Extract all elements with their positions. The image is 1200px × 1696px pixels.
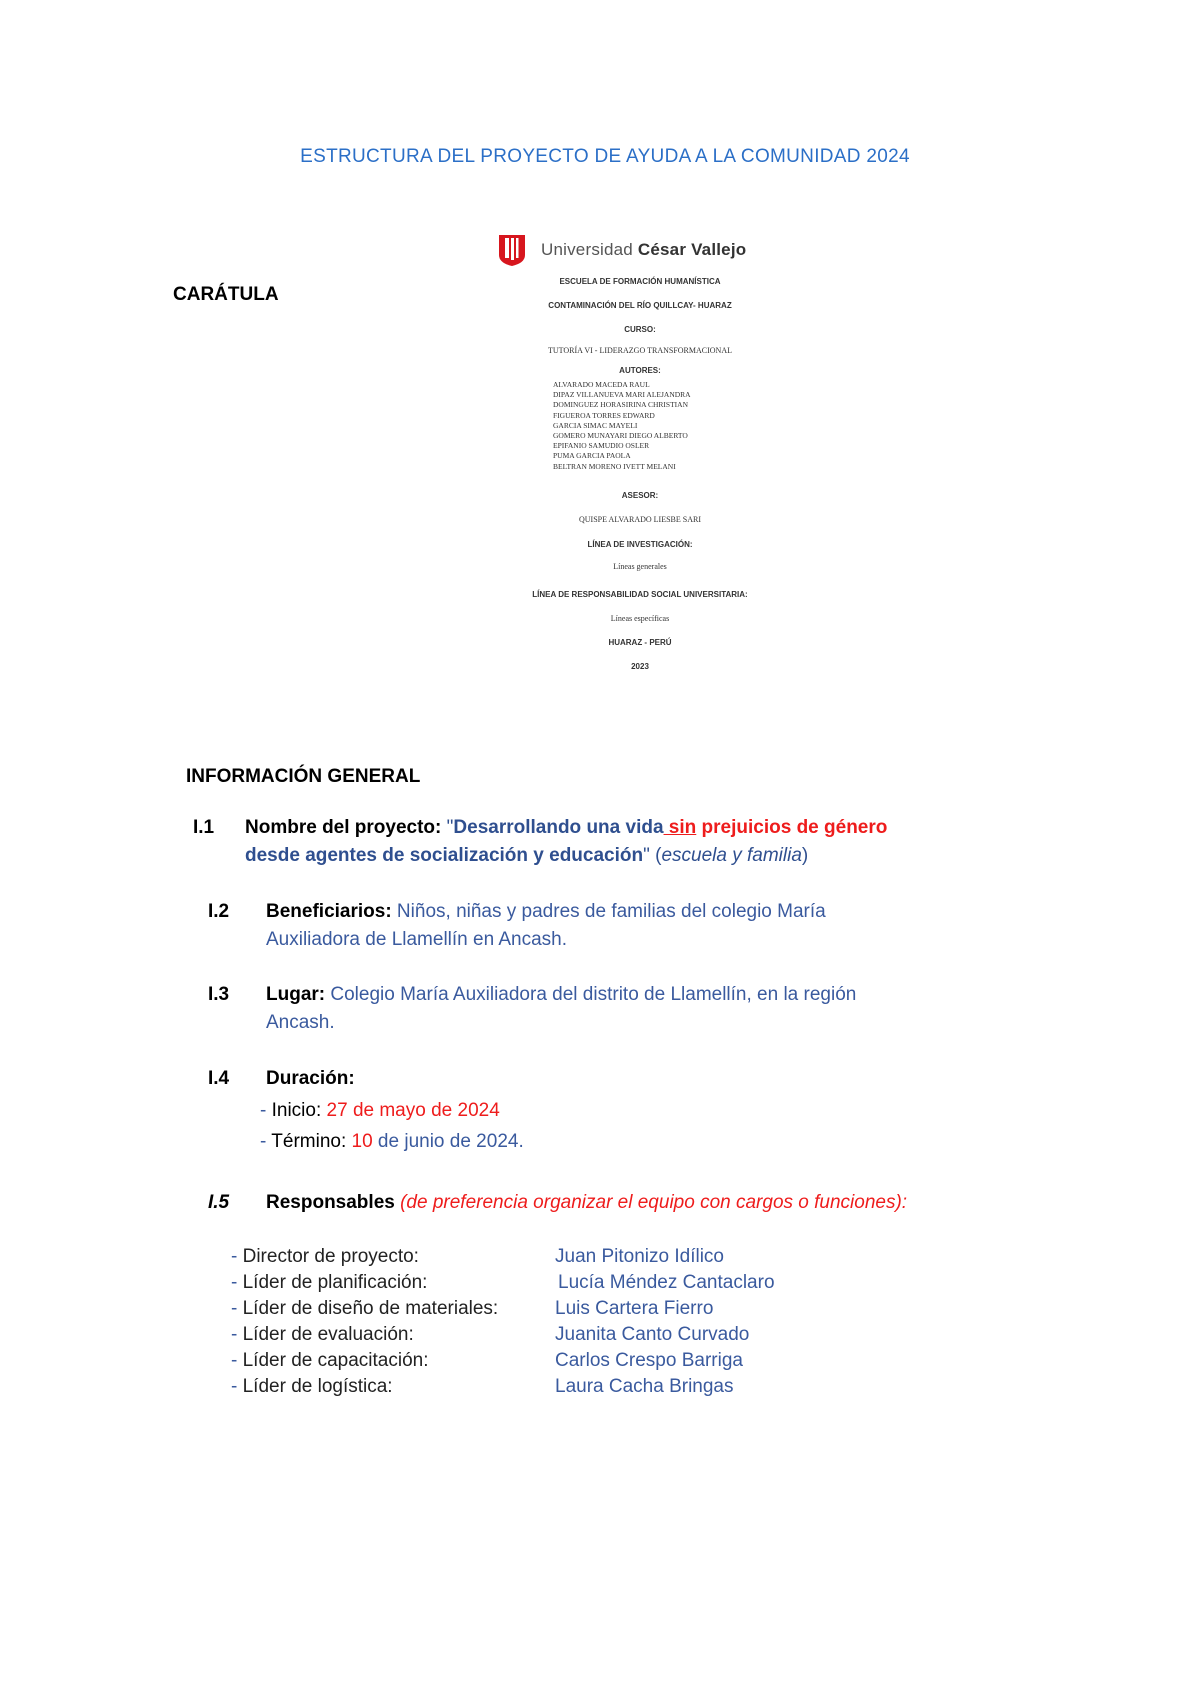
quote-mark: "	[446, 817, 454, 838]
person-name: Laura Cacha Bringas	[555, 1376, 734, 1397]
cover-project-title: CONTAMINACIÓN DEL RÍO QUILLCAY- HUARAZ	[548, 301, 732, 310]
start-label: Inicio:	[271, 1100, 327, 1121]
place-text: Colegio María Auxiliadora del distrito de Llamellín, en la región	[325, 984, 857, 1005]
end-label: Término:	[271, 1131, 352, 1152]
project-name-part2: prejuicios de género	[696, 817, 888, 838]
responsables-label: Responsables	[266, 1192, 395, 1213]
bullet-dash: -	[231, 1272, 243, 1293]
cover-authors-list	[553, 380, 691, 472]
place-paragraph	[266, 981, 1046, 1037]
cover-course: TUTORÍA VI - LIDERAZGO TRANSFORMACIONAL	[547, 346, 732, 355]
end-day: 10	[351, 1131, 373, 1152]
role-label	[231, 1324, 414, 1346]
person-name: Juan Pitonizo Idílico	[555, 1246, 724, 1267]
bullet-dash: -	[231, 1298, 243, 1319]
section-number: I.4	[208, 1068, 230, 1089]
bullet-dash: -	[260, 1100, 272, 1121]
project-name-part3: desde agentes de socialización y educación	[245, 845, 644, 866]
project-name-label: Nombre del proyecto:	[245, 817, 442, 838]
duration-start	[260, 1097, 500, 1125]
bullet-dash: -	[231, 1350, 243, 1371]
project-name-part1: Desarrollando una vida	[453, 817, 664, 838]
start-date: 27 de mayo de 2024	[326, 1100, 500, 1121]
project-name-sin: sin	[663, 817, 697, 838]
cover-course-label: CURSO:	[624, 325, 656, 334]
cover-page-thumbnail	[480, 225, 820, 685]
beneficiaries-paragraph	[266, 898, 1046, 954]
beneficiaries-text: Niños, niñas y padres de familias del colegio María	[391, 901, 826, 922]
role-label	[231, 1376, 393, 1398]
beneficiaries-label: Beneficiarios:	[266, 901, 392, 922]
document-title: ESTRUCTURA DEL PROYECTO DE AYUDA A LA COMUNIDAD 2024	[300, 146, 910, 167]
duration-end	[260, 1128, 524, 1156]
caratula-heading: CARÁTULA	[173, 284, 279, 305]
university-logo	[497, 231, 746, 269]
bullet-dash: -	[260, 1131, 272, 1152]
beneficiaries-text-cont: Auxiliadora de Llamellín en Ancash.	[266, 929, 568, 950]
person-name: Carlos Crespo Barriga	[555, 1350, 743, 1371]
shield-icon	[497, 233, 527, 267]
role-text: Director de proyecto:	[242, 1246, 419, 1267]
quote-mark: "	[643, 845, 650, 866]
person-name: Lucía Méndez Cantaclaro	[558, 1272, 775, 1293]
cover-rsu-label: LÍNEA DE RESPONSABILIDAD SOCIAL UNIVERSITARIA:	[532, 590, 748, 599]
cover-research-line: Líneas generales	[613, 562, 667, 571]
author-name: ALVARADO MACEDA RAUL	[553, 380, 650, 389]
role-label	[231, 1272, 427, 1294]
cover-place: HUARAZ - PERÚ	[608, 638, 672, 647]
section-number: I.1	[193, 817, 215, 838]
role-label	[231, 1350, 429, 1372]
person-name: Juanita Canto Curvado	[555, 1324, 750, 1345]
author-name: GOMERO MUNAYARI DIEGO ALBERTO	[553, 431, 688, 441]
place-label: Lugar:	[266, 984, 326, 1005]
cover-research-line-label: LÍNEA DE INVESTIGACIÓN:	[587, 540, 693, 549]
section-number: I.5	[208, 1192, 230, 1213]
project-name-paragraph	[245, 814, 1045, 870]
role-label	[231, 1298, 498, 1320]
bullet-dash: -	[231, 1376, 243, 1397]
cover-school: ESCUELA DE FORMACIÓN HUMANÍSTICA	[559, 277, 721, 286]
section-number: I.3	[208, 984, 230, 1005]
role-text: Líder de diseño de materiales:	[242, 1298, 499, 1319]
role-text: Líder de logística:	[242, 1376, 393, 1397]
author-name: FIGUEROA TORRES EDWARD	[553, 410, 655, 420]
role-text: Líder de planificación:	[242, 1272, 428, 1293]
cover-advisor: QUISPE ALVARADO LIESBE SARI	[578, 515, 702, 524]
author-name: GARCIA SIMAC MAYELI	[553, 420, 638, 430]
project-name-note: escuela y familia	[661, 845, 802, 866]
cover-year: 2023	[631, 662, 649, 671]
bullet-dash: -	[231, 1246, 243, 1267]
author-name: DOMINGUEZ HORASIRINA CHRISTIAN	[553, 400, 688, 410]
role-text: Líder de capacitación:	[242, 1350, 429, 1371]
role-text: Líder de evaluación:	[242, 1324, 414, 1345]
author-name: DIPAZ VILLANUEVA MARI ALEJANDRA	[553, 390, 691, 400]
place-text-cont: Ancash.	[266, 1012, 335, 1033]
bullet-dash: -	[231, 1324, 243, 1345]
cover-advisor-label: ASESOR:	[621, 491, 659, 500]
paren: (	[649, 845, 662, 866]
author-name: EPIFANIO SAMUDIO OSLER	[553, 441, 650, 451]
university-name: Universidad César Vallejo	[541, 240, 747, 259]
general-info-heading: INFORMACIÓN GENERAL	[186, 766, 421, 787]
section-number: I.2	[208, 901, 230, 922]
end-date: de junio de 2024.	[372, 1131, 524, 1152]
cover-rsu: Líneas específicas	[610, 614, 670, 623]
cover-authors-label: AUTORES:	[619, 366, 661, 375]
paren: )	[801, 845, 809, 866]
responsables-note: (de preferencia organizar el equipo con cargos o funciones):	[394, 1192, 908, 1213]
duration-label: Duración:	[266, 1068, 355, 1089]
responsables-heading	[266, 1189, 907, 1217]
author-name: PUMA GARCIA PAOLA	[553, 451, 631, 461]
role-label	[231, 1246, 419, 1268]
person-name: Luis Cartera Fierro	[555, 1298, 714, 1319]
author-name: BELTRAN MORENO IVETT MELANI	[553, 461, 676, 471]
